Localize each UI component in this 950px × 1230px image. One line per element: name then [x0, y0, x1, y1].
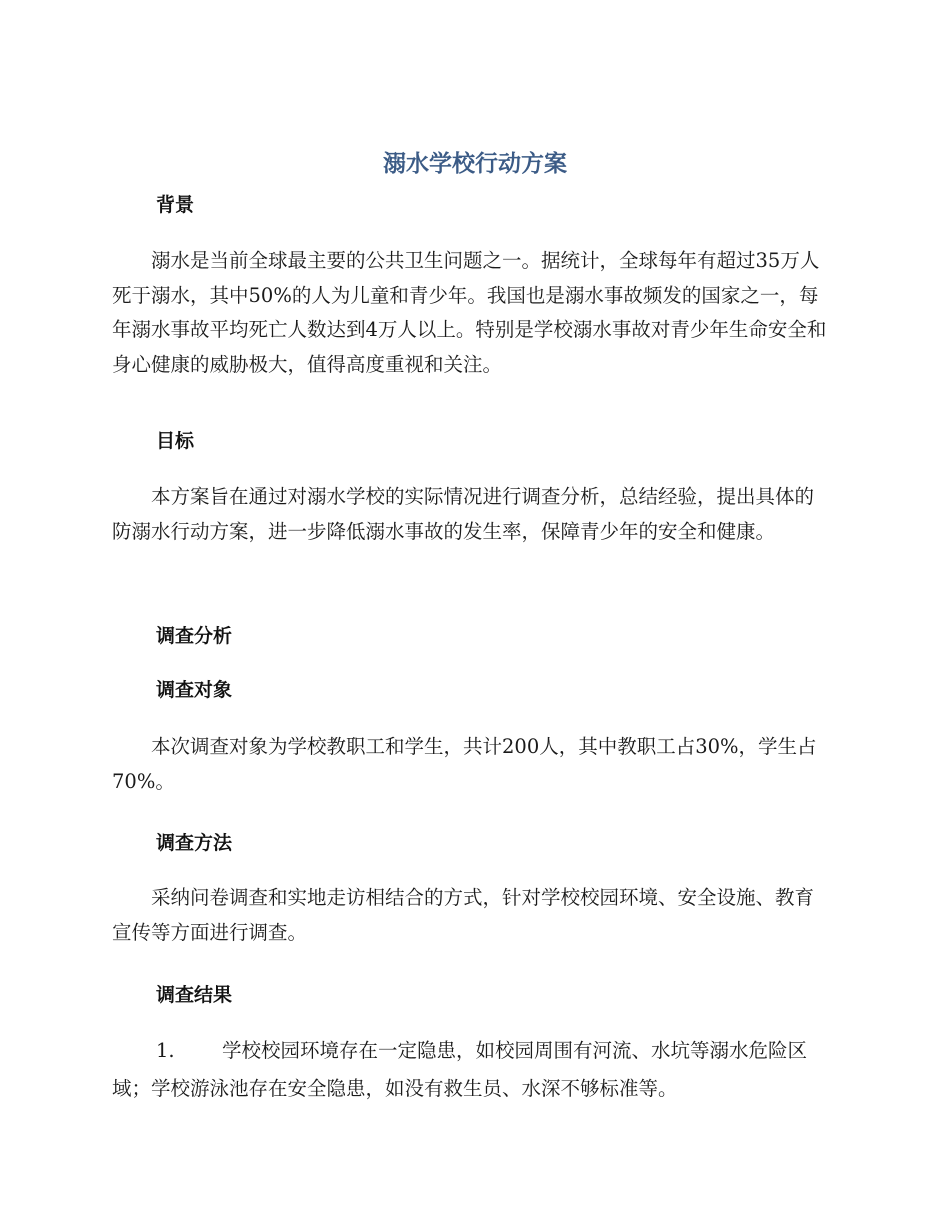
paragraph-method: 采纳问卷调查和实地走访相结合的方式，针对学校校园环境、安全设施、教育宣传等方面进行调查。 [112, 886, 815, 944]
section-heading-method: 调查方法 [156, 832, 233, 854]
paragraph-subjects: 本次调查对象为学校教职工和学生，共计200人，其中教职工占30%，学生占70%。 [112, 735, 817, 793]
section-heading-background: 背景 [156, 194, 195, 216]
section-heading-results: 调查结果 [156, 984, 233, 1006]
section-heading-goal: 目标 [156, 430, 195, 452]
section-heading-subjects: 调查对象 [156, 679, 233, 701]
list-item [112, 1032, 832, 1108]
list-item-number: 1. [156, 1039, 175, 1062]
section-heading-analysis: 调查分析 [156, 625, 233, 647]
paragraph-background: 溺水是当前全球最主要的公共卫生问题之一。据统计，全球每年有超过35万人死于溺水，其中50%的人为儿童和青少年。我国也是溺水事故频发的国家之一，每年溺水事故平均死亡人数达到4万人以上。特别是学校溺水事故对青少年生命安全和身心健康的威胁极大，值得高度重视和关注。 [112, 249, 827, 376]
list-item-text: 学校校园环境存在一定隐患，如校园周围有河流、水坑等溺水危险区域；学校游泳池存在安全隐患，如没有救生员、水深不够标准等。 [112, 1039, 808, 1100]
document-title: 溺水学校行动方案 [383, 151, 567, 177]
paragraph-goal: 本方案旨在通过对溺水学校的实际情况进行调查分析，总结经验，提出具体的防溺水行动方案，进一步降低溺水事故的发生率，保障青少年的安全和健康。 [112, 485, 815, 543]
